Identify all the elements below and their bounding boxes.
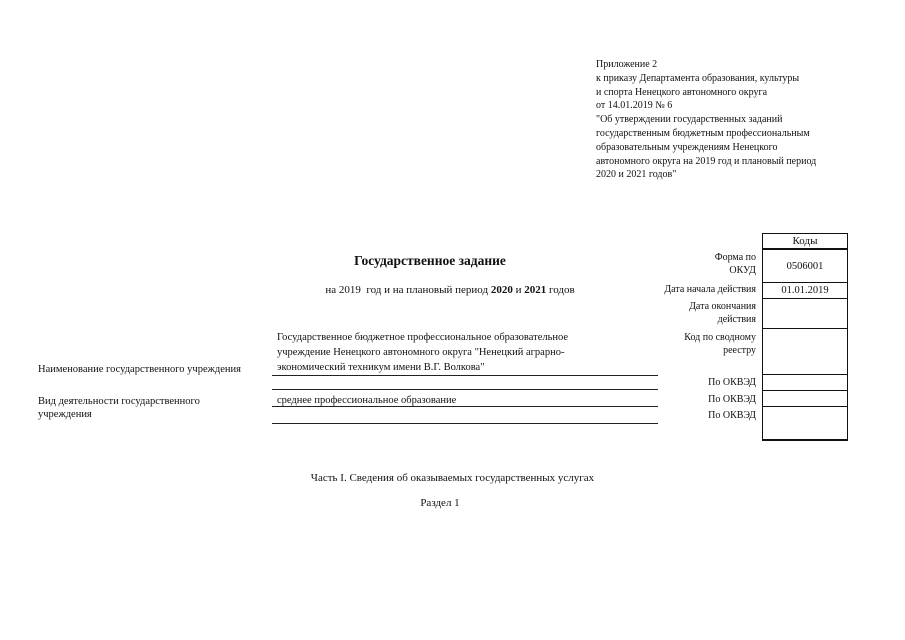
- annex-block: [596, 58, 896, 182]
- okud-label: [640, 252, 756, 277]
- annex-line: государственным бюджетным профессиональным: [596, 127, 810, 139]
- okved-label-2: По ОКВЭД: [708, 394, 756, 405]
- okved-cell-2: [763, 390, 847, 406]
- okved-cell-3: [763, 406, 847, 439]
- period-suffix: годов: [546, 284, 575, 296]
- period-line: [250, 284, 650, 296]
- okved-cell-1: [763, 374, 847, 390]
- registry-code-cell: [763, 328, 847, 374]
- end-date-cell: [763, 298, 847, 328]
- part-title: Часть I. Сведения об оказываемых государственных услугах: [310, 472, 595, 484]
- year-current: 2019: [338, 284, 361, 296]
- okud-code-cell: 0506001: [763, 248, 847, 282]
- activity-underline: [272, 406, 658, 407]
- institution-name: [277, 330, 667, 375]
- activity-label-line: учреждения: [38, 409, 92, 420]
- end-date-label-line: действия: [717, 313, 756, 325]
- start-date-label: Дата начала действия: [664, 284, 756, 295]
- institution-underline: [272, 375, 658, 376]
- end-date-label-line: Дата окончания: [689, 301, 756, 312]
- okved-label-1: По ОКВЭД: [708, 377, 756, 388]
- institution-name-line: учреждение Ненецкого автономного округа "Ненецкий аграрно-: [277, 347, 565, 358]
- codes-table: [762, 233, 848, 441]
- annex-line: и спорта Ненецкого автономного округа: [596, 86, 768, 98]
- annex-line: Приложение 2: [596, 59, 658, 70]
- institution-name-line: экономический техникум имени В.Г. Волкова": [277, 362, 485, 373]
- registry-label-line: Код по сводному: [684, 332, 756, 343]
- annex-line: от 14.01.2019 № 6: [596, 100, 673, 112]
- activity-underline-2: [272, 423, 658, 424]
- annex-line: "Об утверждении государственных заданий: [596, 114, 783, 126]
- annex-line: образовательным учреждениям Ненецкого: [596, 141, 778, 153]
- codes-header: Коды: [792, 235, 818, 247]
- period-mid: год и на плановый период: [360, 284, 491, 296]
- period-prefix: на: [325, 284, 339, 296]
- annex-line: 2020 и 2021 годов": [596, 169, 677, 181]
- institution-label: Наименование государственного учреждения: [38, 364, 241, 375]
- institution-underline-2: [272, 389, 658, 390]
- okud-label-line: ОКУД: [729, 264, 756, 276]
- institution-name-line: Государственное бюджетное профессиональное образовательное: [277, 332, 569, 343]
- end-date-label: [640, 301, 756, 326]
- section-title: Раздел 1: [420, 497, 460, 509]
- year-plan-1: 2020: [490, 284, 513, 296]
- year-plan-2: 2021: [524, 284, 547, 296]
- period-and: и: [512, 284, 525, 296]
- annex-line: к приказу Департамента образования, культуры: [596, 72, 800, 84]
- registry-label-line: реестру: [723, 344, 756, 356]
- start-date-cell: 01.01.2019: [763, 282, 847, 298]
- document-title: Государственное задание: [354, 253, 506, 268]
- activity-label: [38, 395, 200, 421]
- annex-line: автономного округа на 2019 год и плановый период: [596, 155, 817, 167]
- okud-label-line: Форма по: [714, 252, 756, 263]
- okved-label-3: По ОКВЭД: [708, 410, 756, 421]
- activity-value: среднее профессиональное образование: [277, 395, 457, 406]
- activity-label-line: Вид деятельности государственного: [38, 396, 200, 407]
